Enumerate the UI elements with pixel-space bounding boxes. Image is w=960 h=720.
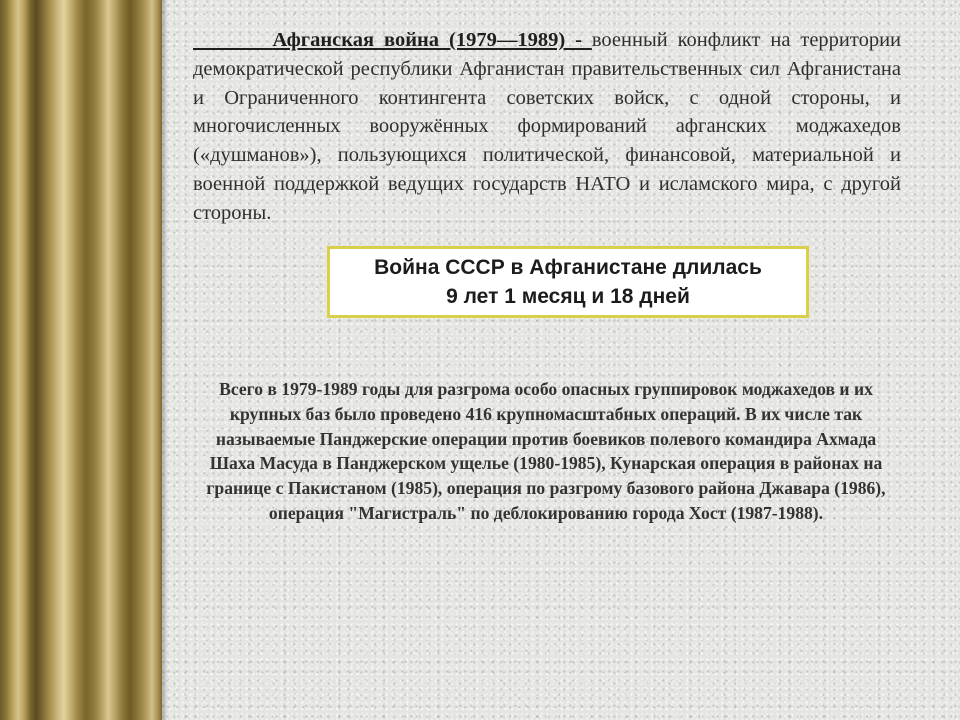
callout-line-1: Война СССР в Афганистане длилась	[374, 256, 762, 279]
intro-term	[193, 29, 592, 51]
decorative-gold-column	[0, 0, 162, 720]
intro-term-text: Афганская война (1979—1989) -	[272, 29, 592, 51]
intro-term-prefix	[193, 29, 273, 51]
intro-paragraph	[193, 26, 901, 228]
callout-line-2: 9 лет 1 месяц и 18 дней	[446, 285, 690, 308]
intro-definition: военный конфликт на территории демократической республики Афганистан правительственных сил Афганистана и Ограниченного контингента советских войск, с одной стороны, и многочисленных вооружённых формирований афганских моджахедов («душманов»), пользующихся политической, финансовой, материальной и военной поддержкой ведущих государств НАТО и исламского мира, с другой стороны.	[193, 29, 902, 224]
operations-paragraph: Всего в 1979-1989 годы для разгрома особо опасных группировок моджахедов и их крупных баз было проведено 416 крупномасштабных операций. В их числе так называемые Панджерские операции против боевиков полевого командира Ахмада Шаха Масуда в Панджерском ущелье (1980-1985), Кунарская операция в районах на границе с Пакистаном (1985), операция по разгрому базового района Джавара (1986), операция "Магистраль" по деблокированию города Хост (1987-1988).	[206, 379, 886, 523]
war-duration-callout	[327, 246, 809, 318]
